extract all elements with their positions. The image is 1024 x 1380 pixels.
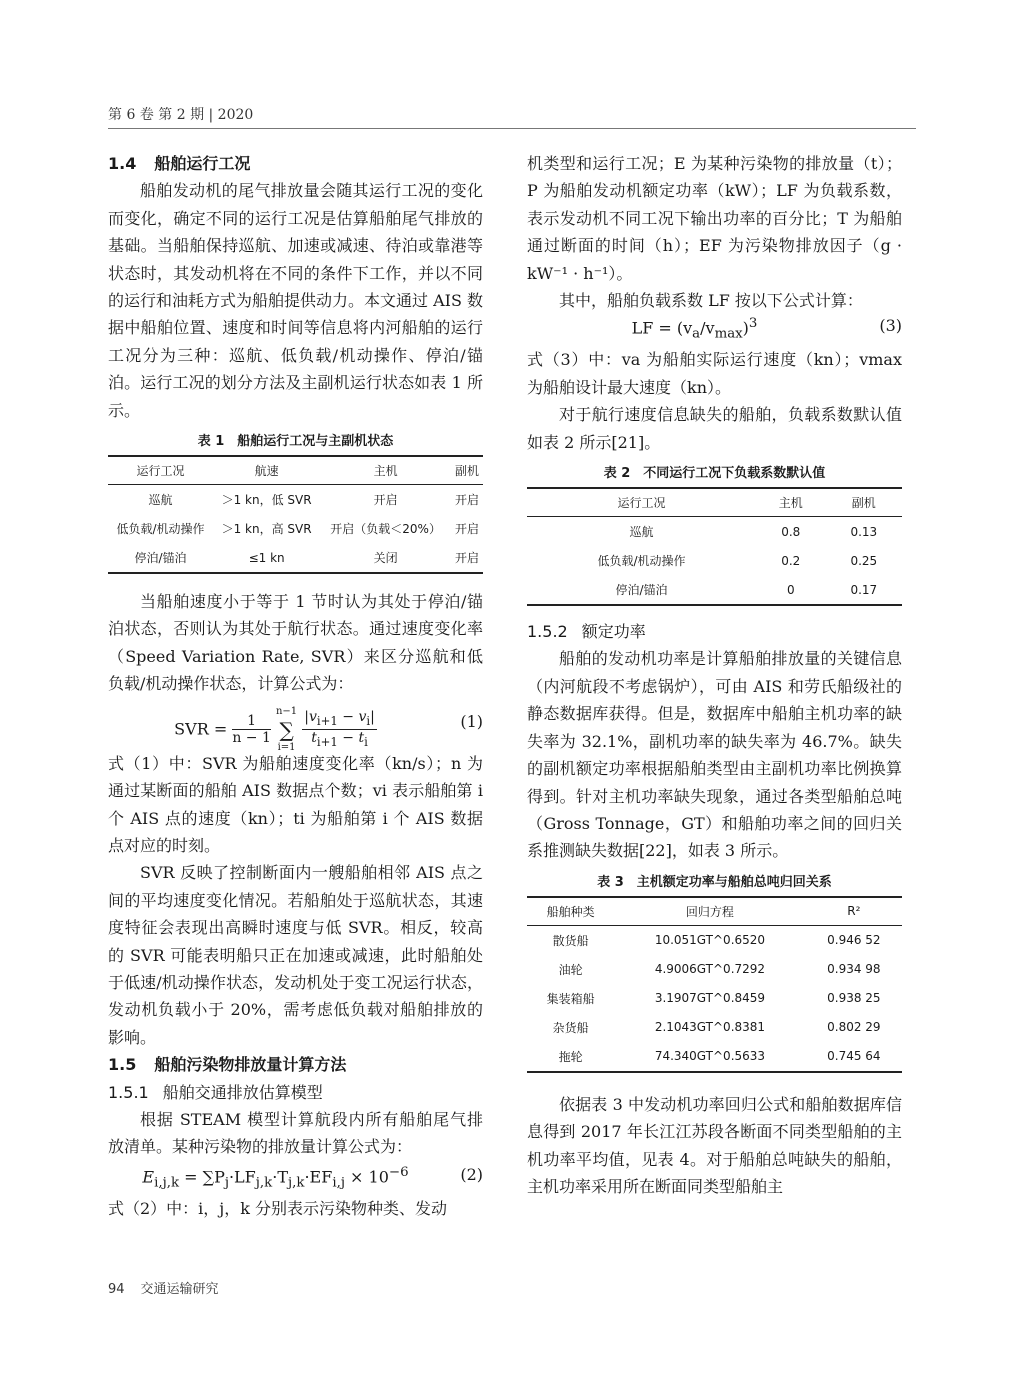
section-title: 船舶污染物排放量计算方法 xyxy=(154,1055,347,1075)
left-column xyxy=(108,150,483,1222)
eq-den: t xyxy=(311,730,317,747)
section-title: 船舶交通排放估算模型 xyxy=(162,1082,323,1102)
table-2 xyxy=(527,487,902,606)
paragraph: 船舶的发动机功率是计算船舶排放量的关键信息（内河航段不考虑锅炉），可由 AIS 和劳氏船级社的静态数据库获得。但是，数据库中船舶主机功率的缺失率为 32.1%，副机功率的缺失率为 46.7%。缺失的副机额定功率根据船舶类型由主副机功率比例换算得到。针对主机功率缺失现象，通过各类型船舶总吨（Gross Tonnage，GT）和船舶功率之间的回归关系推测缺失数据[22]，如表 3 所示。 xyxy=(527,649,902,861)
subsection-heading-1-5-1 xyxy=(108,1079,483,1106)
table-cell: 停泊/锚泊 xyxy=(134,551,187,566)
table-cell: 0.802 29 xyxy=(827,1020,881,1035)
eq-term: E xyxy=(142,1167,155,1187)
table-cell: 开启 xyxy=(455,551,480,566)
table-3 xyxy=(527,896,902,1073)
table-cell: 0.938 25 xyxy=(827,991,881,1006)
table-header-cell: R² xyxy=(847,904,861,919)
table-header-cell: 副机 xyxy=(851,496,876,511)
eq-sub: i,j,k xyxy=(154,1175,180,1191)
table-cell: 0 xyxy=(786,582,795,597)
table-cell: 巡航 xyxy=(148,493,173,508)
table-header-row xyxy=(527,897,902,926)
table-row xyxy=(108,514,483,543)
table-row xyxy=(108,543,483,573)
section-heading-1-4 xyxy=(108,150,483,177)
right-column xyxy=(527,150,902,1200)
eq-num: |v xyxy=(304,709,317,726)
paragraph: 依据表 3 中发动机功率回归公式和船舶数据库信息得到 2017 年长江江苏段各断面不同类型船舶的主机功率平均值，见表 4。对于船舶总吨缺失的船舶，主机功率采用所在断面同类型船舶主 xyxy=(527,1094,902,1196)
table-cell: 开启 xyxy=(373,493,398,508)
table-cell: 0.13 xyxy=(850,524,878,539)
section-number: 1.5.1 xyxy=(108,1082,149,1102)
eq-lhs: SVR = xyxy=(174,719,228,739)
table-cell: 油轮 xyxy=(558,962,583,977)
table-cell: 0.25 xyxy=(850,553,878,568)
table-header-cell: 运行工况 xyxy=(617,496,666,511)
section-heading-1-5 xyxy=(108,1051,483,1078)
eq-den-mid: − t xyxy=(337,730,365,747)
table-cell: 停泊/锚泊 xyxy=(615,583,668,598)
table-row xyxy=(527,575,902,605)
eq-sum-sign: ∑ xyxy=(279,717,294,742)
eq-num-sub: i+1 xyxy=(316,714,338,729)
table-cell: 0.17 xyxy=(850,582,878,597)
eq-sum-top: n−1 xyxy=(275,705,298,717)
table-cell: 巡航 xyxy=(629,525,654,540)
table-cell: 4.9006GT^0.7292 xyxy=(654,962,766,977)
paragraph: SVR 反映了控制断面内一艘船舶相邻 AIS 点之间的平均速度变化情况。若船舶处于巡航状态，其速度特征会表现出高瞬时速度与低 SVR。相反，较高的 SVR 可能表明船只正在加速或减速，此时船舶处于低速/机动操作状态，发动机处于变工况运行状态，发动机负载小于 20%，需考虑低负载对船舶排放的影响。 xyxy=(108,863,483,1047)
table-cell: 拖轮 xyxy=(558,1049,583,1064)
paragraph: 其中，船舶负载系数 LF 按以下公式计算： xyxy=(559,291,863,311)
eq-term: ·LF xyxy=(228,1167,256,1187)
eq-main-frac xyxy=(302,709,377,750)
table-row xyxy=(108,485,483,515)
eq-num-mid: − v xyxy=(337,709,367,726)
table-3-caption: 表 3 主机额定功率与船舶总吨归回关系 xyxy=(597,874,832,890)
eq-den-sub: i+1 xyxy=(316,734,338,749)
table-header-cell: 主机 xyxy=(778,496,803,511)
section-number: 1.5.2 xyxy=(527,622,568,642)
eq-term: ·T xyxy=(272,1167,288,1187)
table-row xyxy=(527,1013,902,1042)
eq-sup: 3 xyxy=(748,316,758,332)
section-number: 1.4 xyxy=(108,154,137,173)
table-cell: 杂货船 xyxy=(552,1020,589,1035)
eq-coef xyxy=(232,713,271,746)
table-cell: 关闭 xyxy=(373,551,398,566)
equation-number: (2) xyxy=(460,1164,483,1184)
table-cell: ≤1 kn xyxy=(248,550,285,565)
table-cell: 0.934 98 xyxy=(827,962,881,977)
equation-number: (3) xyxy=(879,316,902,336)
paragraph: 式（1）中：SVR 为船舶速度变化率（kn/s）；n 为通过某断面的船舶 AIS 数据点个数；vi 表示船舶第 i 个 AIS 点的速度（kn）；ti 为船舶第 i 个 AIS 数据点对应的时刻。 xyxy=(108,753,483,855)
table-cell: 开启 xyxy=(455,493,480,508)
eq-sub: i,j xyxy=(332,1175,345,1191)
section-title: 船舶运行工况 xyxy=(154,154,251,173)
table-cell: 低负载/机动操作 xyxy=(116,522,205,537)
paragraph: 船舶发动机的尾气排放量会随其运行工况的变化而变化，确定不同的运行工况是估算船舶尾气排放的基础。当船舶保持巡航、加速或减速、待泊或靠港等状态时，其发动机将在不同的条件下工作，并以不同的运行和油耗方式为船舶提供动力。本文通过 AIS 数据中船舶位置、速度和时间等信息将内河船舶的运行工况分为三种：巡航、低负载/机动操作、停泊/锚泊。运行工况的划分方法及主副机运行状态如表 1 所示。 xyxy=(108,181,484,420)
equation-1 xyxy=(108,700,483,753)
table-header-cell: 回归方程 xyxy=(685,904,734,919)
section-title: 额定功率 xyxy=(581,622,646,642)
table-cell: 10.051GT^0.6520 xyxy=(654,933,766,948)
table-1-caption: 表 1 船舶运行工况与主副机状态 xyxy=(197,434,394,450)
table-cell: 2.1043GT^0.8381 xyxy=(654,1020,766,1035)
equation-number: (1) xyxy=(460,711,483,731)
eq-sub: j,k xyxy=(288,1175,305,1191)
table-cell: 74.340GT^0.5633 xyxy=(654,1049,766,1064)
paragraph: 式（3）中：va 为船舶实际运行速度（kn）；vmax 为船舶设计最大速度（kn）。 xyxy=(527,350,902,397)
eq-sub: a xyxy=(692,326,701,342)
table-header-cell: 航速 xyxy=(254,464,279,479)
journal-name: 交通运输研究 xyxy=(140,1282,219,1297)
header-rule xyxy=(108,128,916,129)
eq-num-end: | xyxy=(370,709,375,726)
table-cell: ＞1 kn，高 SVR xyxy=(221,522,312,537)
eq-term: LF = (v xyxy=(631,318,693,338)
paragraph: 机类型和运行工况；E 为某种污染物的排放量（t）；P 为船舶发动机额定功率（kW）；LF 为负载系数，表示发动机不同工况下输出功率的百分比；T 为船舶通过断面的时间（h）；EF 为污染物排放因子（g · kW⁻¹ · h⁻¹）。 xyxy=(527,154,902,283)
subsection-heading-1-5-2 xyxy=(527,618,902,645)
table-cell: 低负载/机动操作 xyxy=(597,554,686,569)
table-row xyxy=(527,955,902,984)
eq-sup: −6 xyxy=(388,1164,409,1180)
eq-term: /v xyxy=(700,318,715,338)
table-cell: 0.745 64 xyxy=(827,1049,881,1064)
table-header-cell: 船舶种类 xyxy=(546,904,595,919)
table-header-cell: 运行工况 xyxy=(136,464,185,479)
eq-coef-num: 1 xyxy=(232,713,271,730)
eq-sub: j xyxy=(224,1175,229,1191)
eq-term: = ∑P xyxy=(179,1167,225,1187)
table-row xyxy=(527,984,902,1013)
table-cell: 开启 xyxy=(455,522,480,537)
equation-3 xyxy=(527,316,902,344)
table-cell: 散货船 xyxy=(552,933,589,948)
table-1 xyxy=(108,455,483,574)
table-cell: 集装箱船 xyxy=(546,991,595,1006)
eq-sum-bot: i=1 xyxy=(277,741,296,753)
eq-den-sub: i xyxy=(364,734,368,749)
table-header-cell: 副机 xyxy=(455,464,480,479)
table-cell: 开启（负载＜20%） xyxy=(330,522,441,537)
table-row xyxy=(527,925,902,955)
running-footer xyxy=(108,1278,219,1297)
section-number: 1.5 xyxy=(108,1055,137,1075)
table-cell: 3.1907GT^0.8459 xyxy=(654,991,766,1006)
eq-sub: max xyxy=(714,326,743,342)
eq-term: ·EF xyxy=(304,1167,333,1187)
eq-sub: j,k xyxy=(255,1175,273,1191)
eq-coef-den: n − 1 xyxy=(232,730,271,747)
eq-num-sub: i xyxy=(366,714,371,729)
equation-2 xyxy=(108,1163,483,1193)
running-header: 第 6 卷 第 2 期 | 2020 xyxy=(108,107,254,123)
paragraph: 式（2）中：i，j，k 分别表示污染物种类、发动 xyxy=(108,1198,448,1218)
eq-term: ) xyxy=(742,318,749,338)
table-header-row xyxy=(108,456,483,485)
paragraph: 根据 STEAM 模型计算航段内所有船舶尾气排放清单。某种污染物的排放量计算公式为： xyxy=(108,1109,483,1157)
table-row xyxy=(527,1042,902,1072)
table-row xyxy=(527,546,902,575)
table-header-row xyxy=(527,488,902,517)
table-cell: ＞1 kn，低 SVR xyxy=(221,493,312,508)
table-cell: 0.946 52 xyxy=(827,933,881,948)
table-header-cell: 主机 xyxy=(373,464,398,479)
eq-sum xyxy=(276,704,297,756)
eq-term: × 10 xyxy=(344,1167,389,1187)
table-cell: 0.8 xyxy=(781,524,801,539)
table-cell: 0.2 xyxy=(781,553,801,568)
table-2-caption: 表 2 不同运行工况下负载系数默认值 xyxy=(603,466,826,482)
page-number: 94 xyxy=(108,1282,125,1297)
table-row xyxy=(527,517,902,547)
paragraph: 当船舶速度小于等于 1 节时认为其处于停泊/锚泊状态，否则认为其处于航行状态。通过速度变化率（Speed Variation Rate, SVR）来区分巡航和低负载/机动操作状态，计算公式为： xyxy=(108,592,483,694)
paragraph: 对于航行速度信息缺失的船舶，负载系数默认值如表 2 所示[21]。 xyxy=(527,405,902,452)
